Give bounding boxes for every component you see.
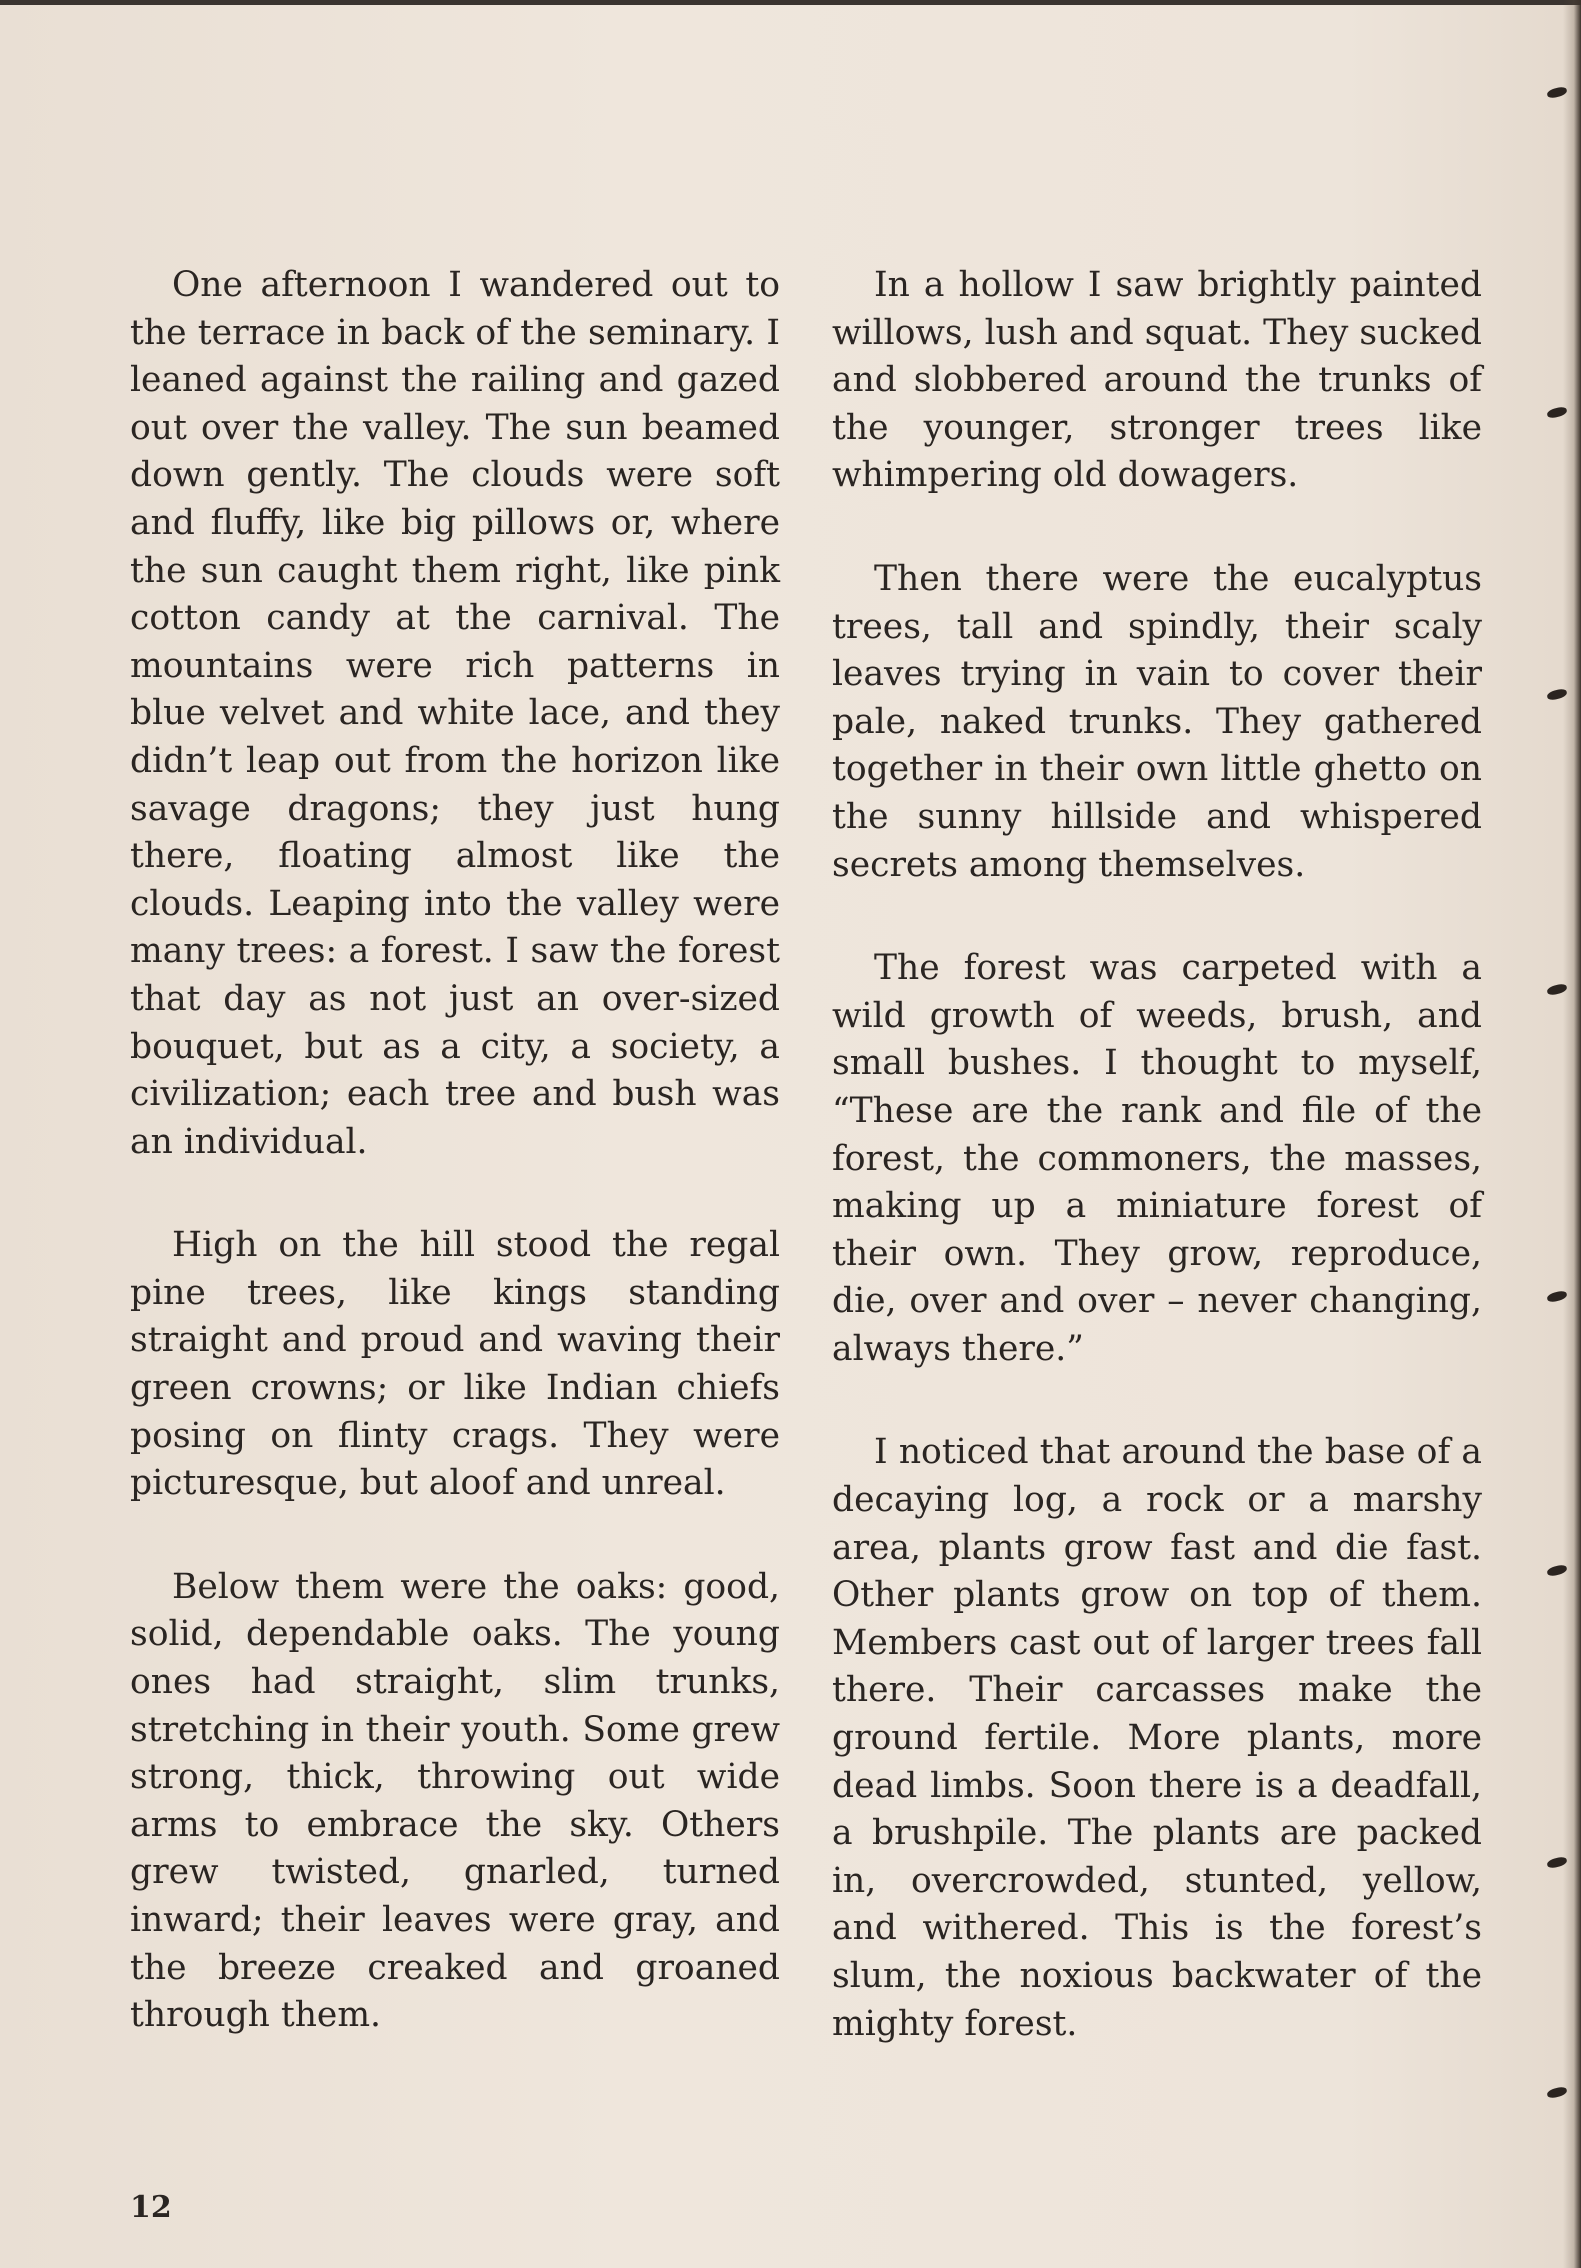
- paragraph: In a hollow I saw brightly painted willows, lush and squat. They sucked and slobbered around the trunks of the younger, stronger trees like whimpering old dowagers.: [832, 265, 1482, 496]
- paragraph: One afternoon I wandered out to the terrace in back of the seminary. I leaned against the railing and gazed out over the valley. The sun beamed down gently. The clouds were soft and fluffy, like big pillows or, where the sun caught them right, like pink cotton candy at the carnival. The mountains were rich patterns in blue velvet and white lace, and they didn’t leap out from the horizon like savage dragons; they just hung there, floating almost like the clouds. Leaping into the valley were many trees: a forest. I saw the forest that day as not just an over-sized bouquet, but as a city, a society, a civilization; each tree and bush was an individual.: [130, 265, 780, 1162]
- left-text-column: [130, 262, 780, 2096]
- paragraph: Below them were the oaks: good, solid, dependable oaks. The young ones had straight, slim trunks, stretching in their youth. Some grew strong, thick, throwing out wide arms to embrace the sky. Others grew twisted, gnarled, turned inward; their leaves were gray, and the breeze creaked and groaned through them.: [130, 1566, 780, 2036]
- paragraph: The forest was carpeted with a wild growth of weeds, brush, and small bushes. I thought to myself, “These are the rank and file of the forest, the commoners, the masses, making up a miniature forest of their own. They grow, reproduce, die, over and over – never changing, always there.”: [832, 948, 1482, 1369]
- paragraph: High on the hill stood the regal pine trees, like kings standing straight and proud and waving their green crowns; or like Indian chiefs posing on flinty crags. They were picturesque, but aloof and unreal.: [130, 1225, 780, 1504]
- paragraph: Then there were the eucalyptus trees, tall and spindly, their scaly leaves trying in vain to cover their pale, naked trunks. They gathered together in their own little ghetto on the sunny hillside and whispered secrets among themselves.: [832, 558, 1482, 885]
- page-top-edge: [0, 0, 1581, 5]
- paragraph: I noticed that around the base of a decaying log, a rock or a marshy area, plants grow fast and die fast. Other plants grow on top of them. Members cast out of larger trees fall there. Their carcasses make the ground fertile. More plants, more dead limbs. Soon there is a deadfall, a brushpile. The plants are packed in, overcrowded, stunted, yellow, and withered. This is the forest’s slum, the noxious backwater of the mighty forest.: [832, 1432, 1482, 2044]
- page-number: 12: [130, 2190, 172, 2225]
- right-text-column: [832, 262, 1482, 2104]
- binding-edge: [1563, 0, 1581, 2268]
